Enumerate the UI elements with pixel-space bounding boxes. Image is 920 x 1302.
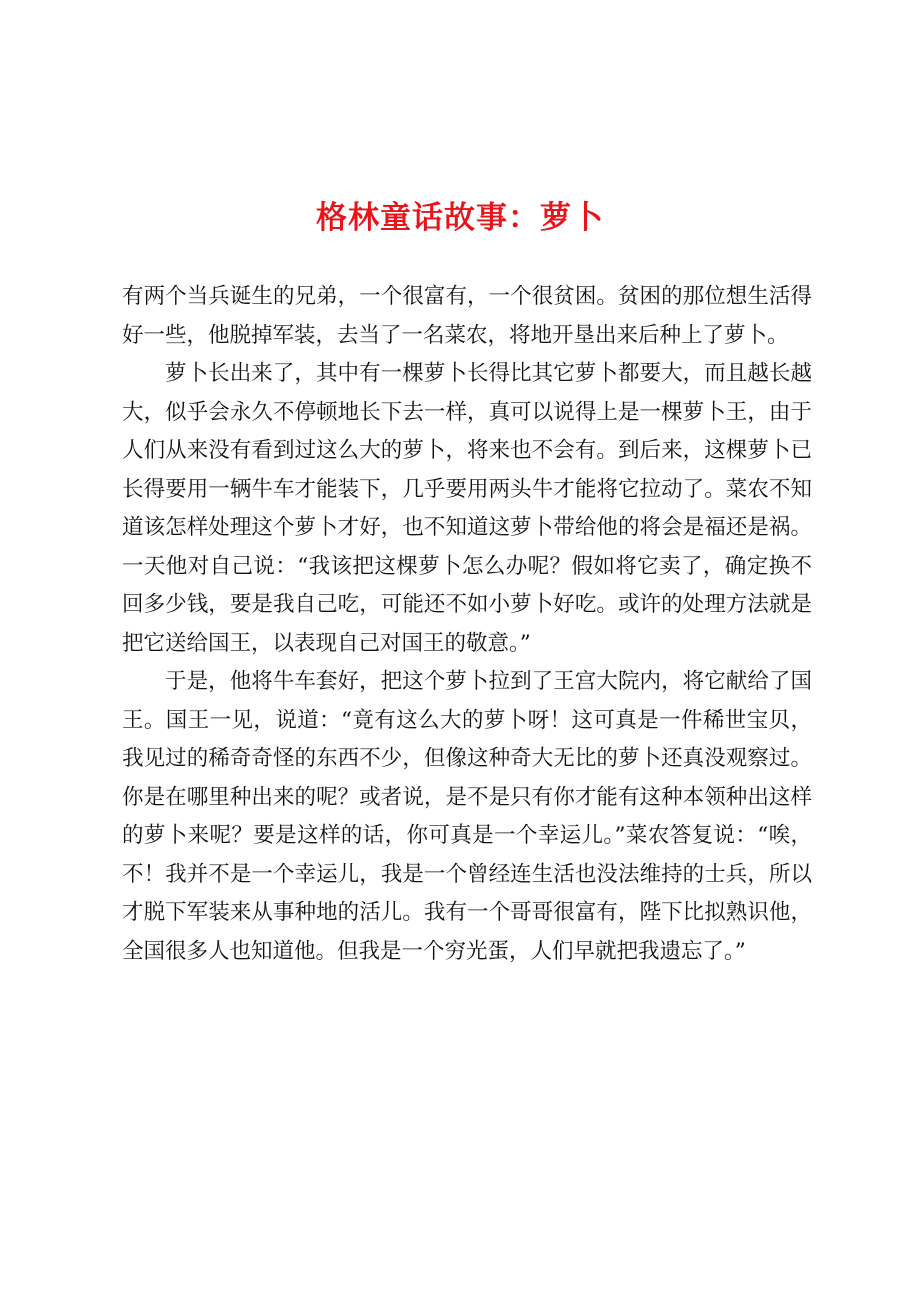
paragraph-2: 萝卜长出来了，其中有一棵萝卜长得比其它萝卜都要大，而且越长越大，似乎会永久不停顿地长下去一样，真可以说得上是一棵萝卜王，由于人们从来没有看到过这么大的萝卜，将来也不会有。到后来，这棵萝卜已长得要用一辆牛车才能装下，几乎要用两头牛才能将它拉动了。菜农不知道该怎样处理这个萝卜才好，也不知道这萝卜带给他的将会是福还是祸。一天他对自己说：“我该把这棵萝卜怎么办呢？假如将它卖了，确定换不回多少钱，要是我自己吃，可能还不如小萝卜好吃。或许的处理方法就是把它送给国王，以表现自己对国王的敬意。” bbox=[122, 361, 812, 656]
paragraph-1: 有两个当兵诞生的兄弟，一个很富有，一个很贫困。贫困的那位想生活得好一些，他脱掉军装，去当了一名菜农，将地开垦出来后种上了萝卜。 bbox=[122, 284, 812, 348]
page-title: 格林童话故事：萝卜 bbox=[316, 200, 604, 236]
article-body bbox=[122, 278, 812, 971]
paragraph-3: 于是，他将牛车套好，把这个萝卜拉到了王宫大院内，将它献给了国王。国王一见，说道：“竟有这么大的萝卜呀！这可真是一件稀世宝贝，我见过的稀奇奇怪的东西不少，但像这种奇大无比的萝卜还真没观察过。你是在哪里种出来的呢？或者说，是不是只有你才能有这种本领种出这样的萝卜来呢？要是这样的话，你可真是一个幸运儿。”菜农答复说：“唉，不！我并不是一个幸运儿，我是一个曾经连生活也没法维持的士兵，所以才脱下军装来从事种地的活儿。我有一个哥哥很富有，陛下比拟熟识他，全国很多人也知道他。但我是一个穷光蛋，人们早就把我遗忘了。” bbox=[122, 669, 812, 964]
